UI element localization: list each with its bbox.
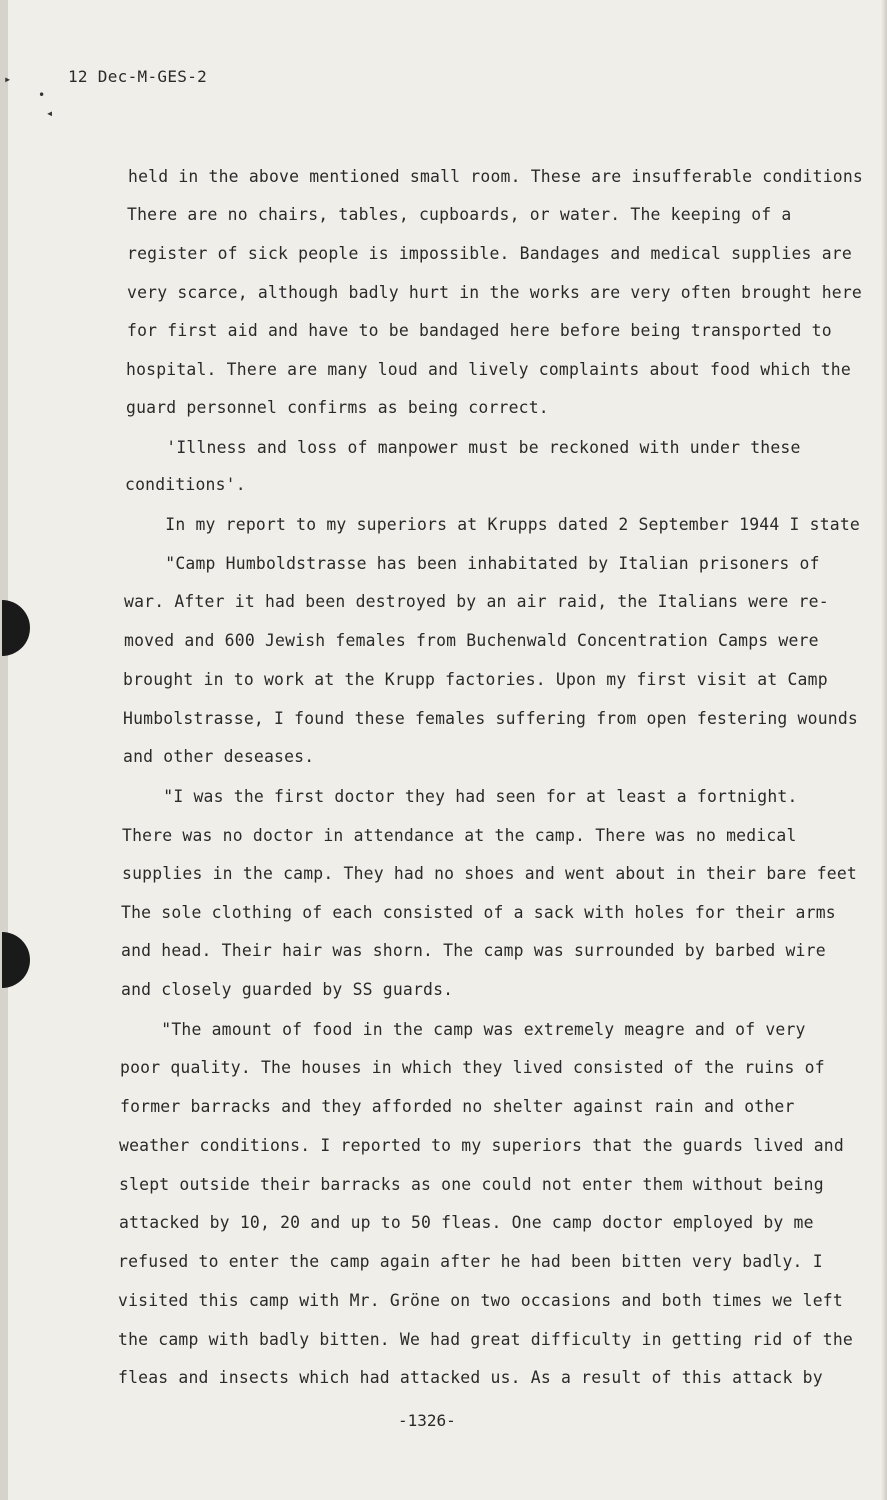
document-page bbox=[4, 0, 887, 1500]
text-line: "Camp Humboldstrasse has been inhabitated by Italian prisoners of bbox=[125, 554, 820, 573]
text-line: refused to enter the camp again after he had been bitten very badly. I bbox=[118, 1252, 823, 1271]
text-line: for first aid and have to be bandaged here before being transported to bbox=[127, 321, 832, 340]
page-number: -1326- bbox=[398, 1411, 456, 1430]
text-line: held in the above mentioned small room. These are insufferable conditions bbox=[128, 167, 863, 186]
text-line: very scarce, although badly hurt in the works are very often brought here bbox=[127, 283, 862, 302]
page-edge bbox=[881, 0, 887, 1500]
margin-arrow-icon: ▸ bbox=[4, 72, 12, 86]
text-line: "I was the first doctor they had seen for at least a fortnight. bbox=[123, 787, 798, 806]
text-line: Humbolstrasse, I found these females suffering from open festering wounds bbox=[123, 709, 858, 728]
text-line: There are no chairs, tables, cupboards, or water. The keeping of a bbox=[127, 205, 792, 224]
text-line: conditions'. bbox=[125, 475, 246, 494]
text-line: brought in to work at the Krupp factories. Upon my first visit at Camp bbox=[123, 670, 828, 689]
text-line: and head. Their hair was shorn. The camp was surrounded by barbed wire bbox=[121, 941, 826, 960]
margin-pointer-icon: ◂ bbox=[46, 106, 54, 120]
text-line: hospital. There are many loud and lively complaints about food which the bbox=[126, 360, 851, 379]
text-line: In my report to my superiors at Krupps dated 2 September 1944 I state bbox=[125, 515, 860, 534]
text-line: fleas and insects which had attacked us. As a result of this attack by bbox=[118, 1368, 823, 1387]
text-line: the camp with badly bitten. We had great difficulty in getting rid of the bbox=[118, 1330, 853, 1349]
text-line: register of sick people is impossible. Bandages and medical supplies are bbox=[127, 244, 852, 263]
text-line: attacked by 10, 20 and up to 50 fleas. One camp doctor employed by me bbox=[119, 1213, 814, 1232]
binder-hole bbox=[2, 932, 30, 988]
binder-hole bbox=[2, 600, 30, 656]
text-line: war. After it had been destroyed by an air raid, the Italians were re- bbox=[124, 592, 829, 611]
text-line: and closely guarded by SS guards. bbox=[121, 980, 454, 999]
text-line: weather conditions. I reported to my superiors that the guards lived and bbox=[119, 1136, 844, 1155]
text-line: There was no doctor in attendance at the camp. There was no medical bbox=[122, 826, 797, 845]
text-line: visited this camp with Mr. Gröne on two occasions and both times we left bbox=[118, 1291, 843, 1310]
margin-dot-icon: • bbox=[38, 88, 46, 102]
text-line: moved and 600 Jewish females from Buchenwald Concentration Camps were bbox=[124, 631, 819, 650]
text-line: The sole clothing of each consisted of a sack with holes for their arms bbox=[121, 903, 836, 922]
text-line: poor quality. The houses in which they lived consisted of the ruins of bbox=[120, 1058, 825, 1077]
text-line: former barracks and they afforded no shelter against rain and other bbox=[120, 1097, 795, 1116]
text-line: and other deseases. bbox=[123, 747, 315, 766]
text-line: slept outside their barracks as one could not enter them without being bbox=[119, 1175, 824, 1194]
text-line: guard personnel confirms as being correct. bbox=[126, 398, 549, 417]
document-reference: 12 Dec-M-GES-2 bbox=[68, 67, 208, 86]
text-line: 'Illness and loss of manpower must be reckoned with under these bbox=[126, 438, 801, 457]
text-line: "The amount of food in the camp was extremely meagre and of very bbox=[121, 1020, 806, 1039]
text-line: supplies in the camp. They had no shoes and went about in their bare feet bbox=[122, 864, 857, 883]
